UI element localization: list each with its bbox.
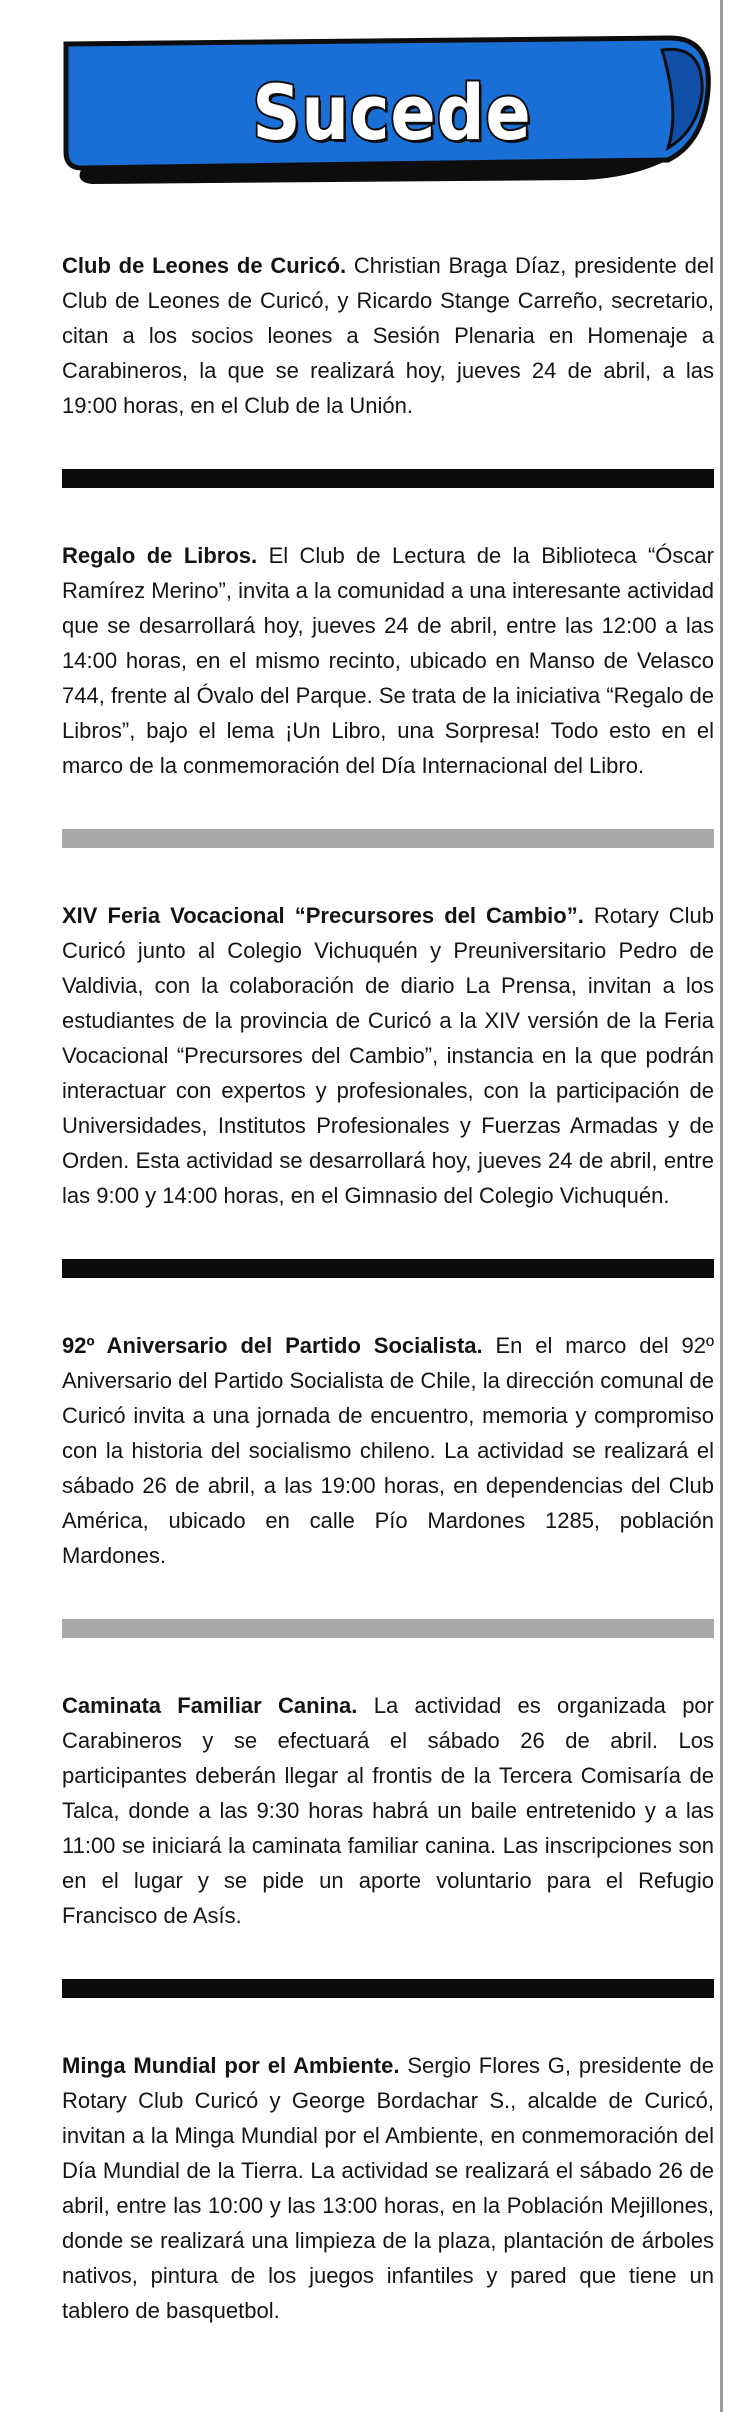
announcement-title: Minga Mundial por el Ambiente.: [62, 2053, 400, 2078]
announcement-body: Rotary Club Curicó junto al Colegio Vichuquén y Preuniversitario Pedro de Valdivia, con la colaboración de diario La Prensa, invitan a los estudiantes de la provincia de Curicó a la XIV versión de la Feria Vocacional “Precursores del Cambio”, instancia en la que podrán interactuar con expertos y profesionales, con la participación de Universidades, Institutos Profesionales y Fuerzas Armadas y de Orden. Esta actividad se desarrollará hoy, jueves 24 de abril, entre las 9:00 y 14:00 horas, en el Gimnasio del Colegio Vichuquén.: [62, 903, 714, 1208]
section-divider: [62, 1259, 714, 1278]
announcement-body: La actividad es organizada por Carabineros y se efectuará el sábado 26 de abril. Los participantes deberán llegar al frontis de la Tercera Comisaría de Talca, donde a las 9:30 horas habrá un baile entretenido y a las 11:00 se iniciará la caminata familiar canina. Las inscripciones son en el lugar y se pide un aporte voluntario para el Refugio Francisco de Asís.: [62, 1693, 714, 1928]
section-divider: [62, 829, 714, 848]
announcement-regalo-libros: [62, 538, 714, 783]
section-divider: [62, 1619, 714, 1638]
section-divider: [62, 1979, 714, 1998]
announcement-partido-socialista: [62, 1328, 714, 1573]
section-header: [62, 30, 717, 190]
announcement-title: XIV Feria Vocacional “Precursores del Cambio”.: [62, 903, 584, 928]
announcement-title: Regalo de Libros.: [62, 543, 258, 568]
announcement-feria-vocacional: [62, 898, 714, 1213]
announcement-minga-mundial: [62, 2048, 714, 2328]
announcements-column: [62, 248, 714, 2328]
announcement-title: 92º Aniversario del Partido Socialista.: [62, 1333, 483, 1358]
announcement-body: El Club de Lectura de la Biblioteca “Óscar Ramírez Merino”, invita a la comunidad a una interesante actividad que se desarrollará hoy, jueves 24 de abril, entre las 12:00 a las 14:00 horas, en el mismo recinto, ubicado en Manso de Velasco 744, frente al Óvalo del Parque. Se trata de la iniciativa “Regalo de Libros”, bajo el lema ¡Un Libro, una Sorpresa! Todo esto en el marco de la conmemoración del Día Internacional del Libro.: [62, 543, 714, 778]
announcement-title: Club de Leones de Curicó.: [62, 253, 347, 278]
announcement-body: Sergio Flores G, presidente de Rotary Club Curicó y George Bordachar S., alcalde de Curicó, invitan a la Minga Mundial por el Ambiente, en conmemoración del Día Mundial de la Tierra. La actividad se realizará el sábado 26 de abril, entre las 10:00 y las 13:00 horas, en la Población Mejillones, donde se realizará una limpieza de la plaza, plantación de árboles nativos, pintura de los juegos infantiles y pared que tiene un tablero de basquetbol.: [62, 2053, 714, 2323]
page-title: Sucede: [252, 68, 532, 157]
announcement-title: Caminata Familiar Canina.: [62, 1693, 358, 1718]
announcement-body: Christian Braga Díaz, presidente del Club de Leones de Curicó, y Ricardo Stange Carreño, secretario, citan a los socios leones a Sesión Plenaria en Homenaje a Carabineros, la que se realizará hoy, jueves 24 de abril, a las 19:00 horas, en el Club de la Unión.: [62, 253, 714, 418]
announcement-club-leones: [62, 248, 714, 423]
right-margin-rule: [720, 0, 723, 2412]
announcement-caminata-canina: [62, 1688, 714, 1933]
announcement-body: En el marco del 92º Aniversario del Partido Socialista de Chile, la dirección comunal de Curicó invita a una jornada de encuentro, memoria y compromiso con la historia del socialismo chileno. La actividad se realizará el sábado 26 de abril, a las 19:00 horas, en dependencias del Club América, ubicado en calle Pío Mardones 1285, población Mardones.: [62, 1333, 714, 1568]
section-divider: [62, 469, 714, 488]
